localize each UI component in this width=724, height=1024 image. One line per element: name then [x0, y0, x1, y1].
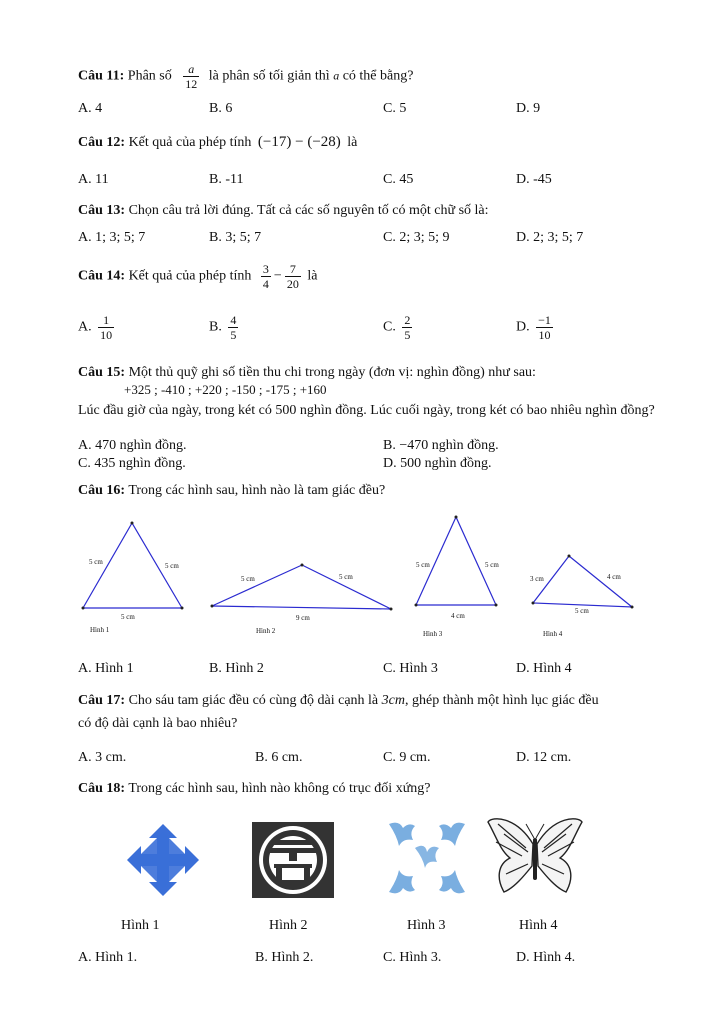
fig-3-label: Hình 3: [423, 630, 443, 638]
q12-option-b[interactable]: B. -11: [209, 172, 244, 187]
q12-option-d[interactable]: D. -45: [516, 172, 552, 187]
q16-option-a[interactable]: A. Hình 1: [78, 661, 134, 676]
q18-fig-2-label: Hình 2: [269, 918, 308, 933]
q12-option-a[interactable]: A. 11: [78, 172, 109, 187]
question-18: Câu 18: Trong các hình sau, hình nào không có trục đối xứng?: [78, 781, 431, 796]
q15-option-c[interactable]: C. 435 nghìn đồng.: [78, 456, 186, 471]
question-14: Câu 14: Kết quả của phép tính $\frac{3}{4}$ − $\frac{7}{20}$ là: [78, 262, 318, 291]
triangle-4: [533, 556, 632, 607]
q14-option-a[interactable]: A. $\frac{1}{10}$: [78, 313, 113, 342]
question-12: Câu 12: Kết quả của phép tính (−17) − (−28) là: [78, 134, 358, 150]
fig-butterfly-icon: [486, 814, 584, 900]
q11-option-d[interactable]: D. 9: [516, 101, 541, 116]
question-17-line2: có độ dài cạnh là bao nhiêu?: [78, 716, 238, 731]
question-11: Câu 11: Phân số $\frac{a}{12}$ là phân số tối giản thì a có thể bằng?: [78, 62, 414, 91]
q15-option-a[interactable]: A. 470 nghìn đồng.: [78, 438, 187, 453]
q18-option-a[interactable]: A. Hình 1.: [78, 950, 138, 965]
q18-option-c[interactable]: C. Hình 3.: [383, 950, 442, 965]
triangle-2: [212, 565, 391, 609]
q12-option-c[interactable]: C. 45: [383, 172, 414, 187]
q16-option-d[interactable]: D. Hình 4: [516, 661, 572, 676]
q14-option-d[interactable]: D. $\frac{-1}{10}$: [516, 313, 551, 342]
q11-option-c[interactable]: C. 5: [383, 101, 407, 116]
fig-2-label: Hình 2: [256, 627, 276, 635]
q13-option-d[interactable]: D. 2; 3; 5; 7: [516, 230, 584, 245]
q18-option-b[interactable]: B. Hình 2.: [255, 950, 314, 965]
fig-4-label: Hình 4: [543, 630, 563, 638]
q15-values: +325 ; -410 ; +220 ; -150 ; -175 ; +160: [124, 382, 327, 397]
q16-option-c[interactable]: C. Hình 3: [383, 661, 438, 676]
fig-four-birds-icon: [385, 818, 469, 898]
q17-option-b[interactable]: B. 6 cm.: [255, 750, 303, 765]
q18-option-d[interactable]: D. Hình 4.: [516, 950, 576, 965]
fraction-3-4: $\frac{3}{4}$: [262, 262, 269, 291]
q15-paragraph: Lúc đầu giờ của ngày, trong két có 500 nghìn đồng. Lúc cuối ngày, trong két có bao nhiêu nghìn đồng?: [78, 403, 655, 418]
fig-arrow-cross-icon: [125, 822, 201, 898]
q17-option-c[interactable]: C. 9 cm.: [383, 750, 431, 765]
q15-option-d[interactable]: D. 500 nghìn đồng.: [383, 456, 492, 471]
fig-1-label: Hình 1: [90, 626, 110, 634]
q14-option-b[interactable]: B. $\frac{4}{5}$: [209, 313, 237, 342]
question-16: Câu 16: Trong các hình sau, hình nào là tam giác đều?: [78, 483, 386, 498]
q16-option-b[interactable]: B. Hình 2: [209, 661, 264, 676]
q13-option-c[interactable]: C. 2; 3; 5; 9: [383, 230, 450, 245]
q15-option-b[interactable]: B. −470 nghìn đồng.: [383, 438, 499, 453]
q11-option-a[interactable]: A. 4: [78, 101, 103, 116]
question-13: Câu 13: Chọn câu trả lời đúng. Tất cả các số nguyên tố có một chữ số là:: [78, 203, 489, 218]
q17-option-a[interactable]: A. 3 cm.: [78, 750, 127, 765]
fig-hanoi-emblem-icon: [252, 822, 334, 898]
q18-fig-4-label: Hình 4: [519, 918, 558, 933]
q18-fig-3-label: Hình 3: [407, 918, 446, 933]
q11-option-b[interactable]: B. 6: [209, 101, 233, 116]
question-15: Câu 15: Một thủ quỹ ghi số tiền thu chi trong ngày (đơn vị: nghìn đồng) như sau:: [78, 365, 536, 380]
q18-fig-1-label: Hình 1: [121, 918, 160, 933]
fraction-7-20: $\frac{7}{20}$: [286, 262, 299, 291]
q14-option-c[interactable]: C. $\frac{2}{5}$: [383, 313, 411, 342]
q13-option-b[interactable]: B. 3; 5; 7: [209, 230, 262, 245]
fraction-a-12: $\frac{a}{12}$: [185, 62, 198, 91]
question-17: Câu 17: Cho sáu tam giác đều có cùng độ dài cạnh là 3cm, ghép thành một hình lục giác đều: [78, 693, 599, 708]
q17-option-d[interactable]: D. 12 cm.: [516, 750, 572, 765]
q13-option-a[interactable]: A. 1; 3; 5; 7: [78, 230, 146, 245]
